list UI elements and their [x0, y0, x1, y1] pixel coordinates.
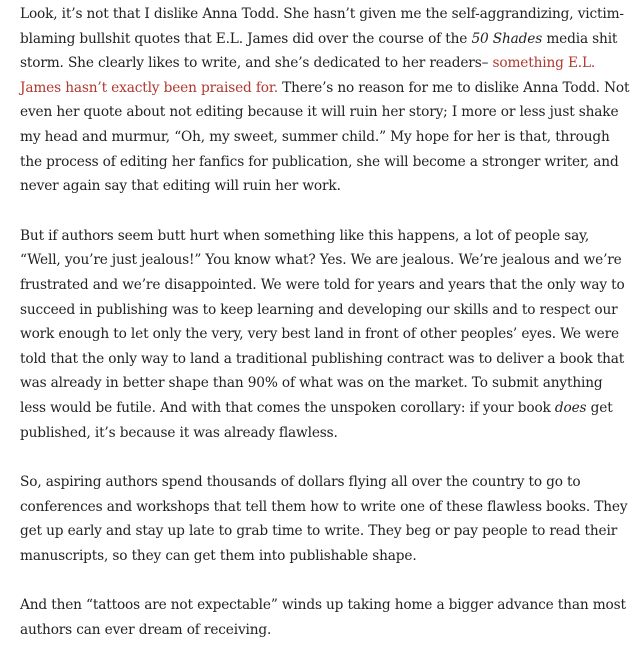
paragraph-4 [20, 593, 631, 642]
paragraph-3-text: So, aspiring authors spend thousands of dollars flying all over the country to go to conferences and workshops that tell them how to write one of these flawless books. They get up early and stay up late to grab time to write. They beg or pay people to read their manuscripts, so they can get them into publishable shape. [20, 474, 628, 564]
paragraph-2 [20, 224, 631, 445]
emphasis-does: does [554, 399, 587, 416]
paragraph-2-text-b: get published, it’s because it was already flawless. [20, 399, 613, 441]
book-title-50-shades: 50 Shades [471, 30, 543, 47]
paragraph-1-text-c: There’s no reason for me to dislike Anna Todd. Not even her quote about not editing because it will ruin her story; I more or less just shake my head and murmur, “Oh, my sweet, summer child.” My hope for her is that, through the process of editing her fanfics for publication, she will become a stronger writer, and never again say that editing will ruin her work. [20, 79, 630, 195]
paragraph-4-text: And then “tattoos are not expectable” winds up taking home a bigger advance than most authors can ever dream of receiving. [20, 597, 626, 639]
paragraph-3 [20, 470, 631, 568]
paragraph-1-text-a: Look, it’s not that I dislike Anna Todd. She hasn’t given me the self-aggrandizing, victim-blaming bullshit quotes that E.L. James did over the course of the [20, 6, 624, 47]
paragraph-1 [20, 2, 631, 199]
paragraph-1-text-b: media shit storm. She clearly likes to write, and she’s dedicated to her readers– [20, 30, 618, 72]
inline-link-el-james-praise[interactable]: something E.L. James hasn’t exactly been praised for. [20, 55, 596, 96]
paragraph-2-text-a: But if authors seem butt hurt when something like this happens, a lot of people say, “Well, you’re just jealous!” You know what? Yes. We are jealous. We’re jealous and we’re frustrated and we’re disappointed. We were told for years and years that the only way to succeed in publishing was to keep learning and developing our skills and to respect our work enough to let only the very, very best land in front of other peoples’ eyes. We were told that the only way to land a traditional publishing contract was to deliver a book that was already in better shape than 90% of what was on the market. To submit anything less would be futile. And with that comes the unspoken corollary: if your book [20, 227, 625, 416]
